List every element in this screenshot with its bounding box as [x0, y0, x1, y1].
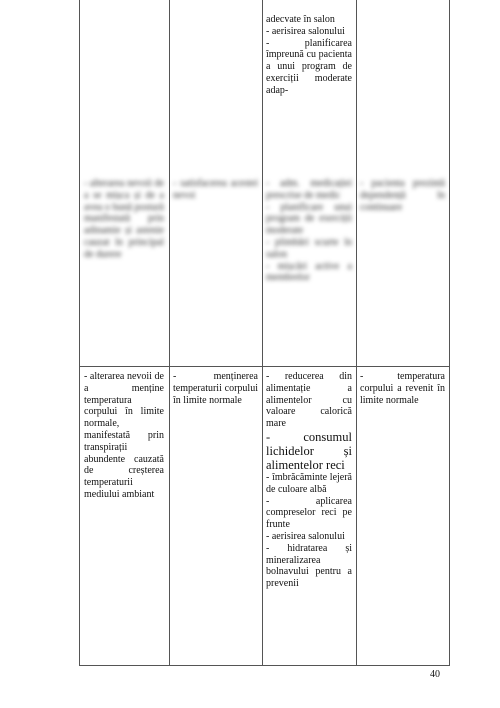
bottom-row-col3: [266, 371, 352, 590]
blurred-row-col1: [84, 178, 164, 261]
bottom-row-col1-line: - alterarea nevoii de a menține temperatura corpului în limite normale, manifestată prin transpirații abundente cauzată de creșterea temperaturii mediului ambiant: [84, 371, 164, 500]
bottom-row-col3-line: - aplicarea compreselor reci pe frunte: [266, 495, 352, 531]
table-border-bottom: [79, 665, 450, 666]
bottom-row-col2: [173, 371, 258, 406]
top-row-col3-line: - aerisirea salonului: [266, 25, 345, 37]
bottom-row-col3-line: - îmbrăcăminte lejeră de culoare albă: [266, 471, 352, 495]
top-row-col3-line: - planificarea împreună cu pacienta a unui program de exerciții moderate adap-: [266, 37, 352, 96]
blurred-row-col3-line: - mișcări active a membrelor: [266, 260, 352, 284]
blurred-row-col3-line: - plimbări scurte în salon: [266, 236, 352, 260]
top-row-col3-line: adecvate în salon: [266, 14, 335, 25]
bottom-row-col3-line: - aerisirea salonului: [266, 530, 345, 542]
blurred-row-col4: [360, 178, 445, 213]
bottom-row-col2-line: - menținerea temperaturii corpului în limite normale: [173, 371, 258, 406]
blurred-row-col4-line: - pacienta prezintă dependență în continuare: [360, 178, 445, 213]
blurred-row-col3-line: - adm. medicației prescrise de medic: [266, 178, 352, 201]
bottom-row-col4-line: - temperatura corpului a revenit în limite normale: [360, 371, 445, 406]
blurred-row-col1-line: - alterarea nevoii de a se mișca și de a avea o bună postură manifestată prin adinamie și astenie cauzat în principal de durere: [84, 178, 164, 260]
table-border-right: [449, 0, 450, 666]
blurred-row-col2: [173, 178, 258, 202]
table-border-col3: [262, 0, 263, 666]
bottom-row-col3-line: - hidratarea și mineralizarea bolnavului pentru a prevenii: [266, 542, 352, 590]
table-border-col2: [169, 0, 170, 666]
blurred-row-col3-line: - planificare unui program de exerciții moderate: [266, 201, 352, 237]
page-number: 40: [430, 669, 440, 680]
table-border-left: [79, 0, 80, 666]
bottom-row-col1: [84, 371, 164, 501]
row-divider: [79, 366, 450, 367]
blurred-row-col2-line: - satisfacerea acestei nevoi: [173, 178, 258, 201]
bottom-row-col4: [360, 371, 445, 406]
table-border-col4: [356, 0, 357, 666]
bottom-row-col3-line: - consumul lichidelor și alimentelor reci: [266, 429, 352, 472]
top-row-col3: [266, 14, 352, 97]
bottom-row-col3-line: - reducerea din alimentație a alimentelor cu valoare calorică mare: [266, 371, 352, 430]
blurred-row-col3: [266, 178, 352, 284]
